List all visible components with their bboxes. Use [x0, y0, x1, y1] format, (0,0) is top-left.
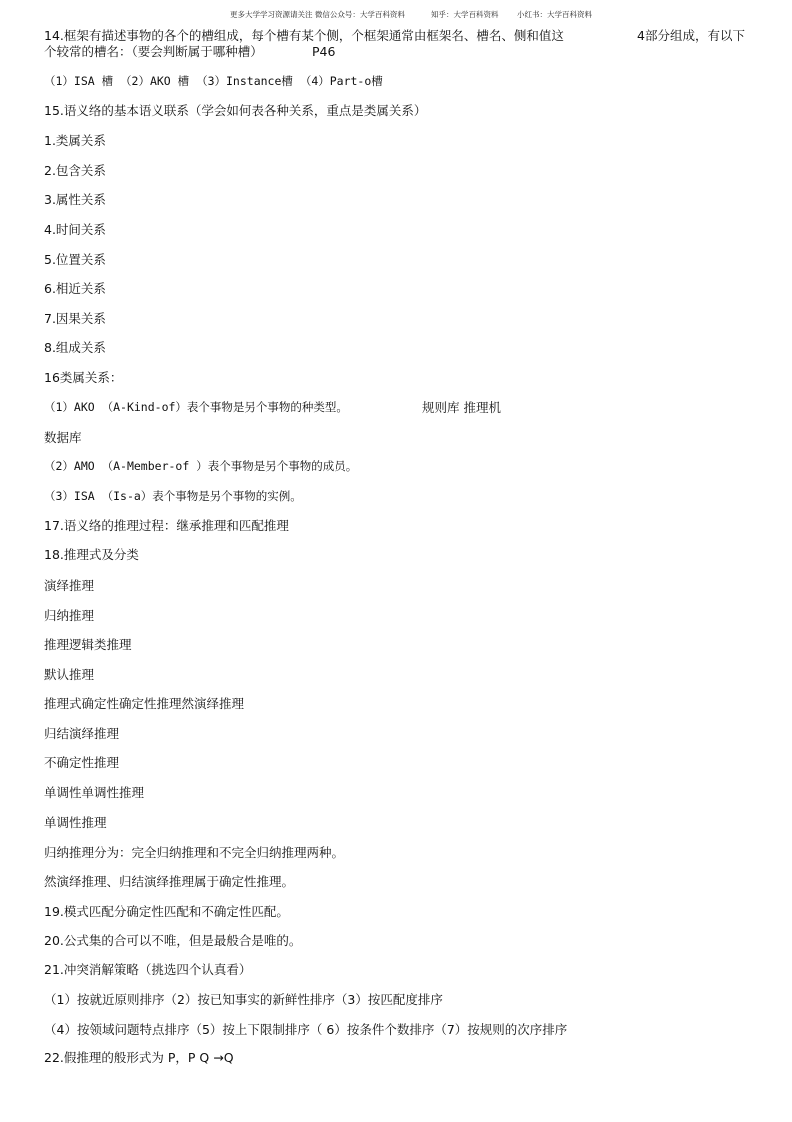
text-line: （4）按领域问题特点排序（5）按上下限制排序（ 6）按条件个数排序（7）按规则的次序排序 — [44, 1022, 568, 1037]
text-line: 数据库 — [44, 430, 82, 445]
header-xiaohongshu-note: 小红书：大学百科资料 — [517, 10, 592, 19]
text-line: 6.相近关系 — [44, 281, 106, 296]
text-line: 17.语义络的推理过程：继承推理和匹配推理 — [44, 518, 289, 533]
text-line: 20.公式集的合可以不唯，但是最般合是唯的。 — [44, 933, 302, 948]
text-line: P46 — [312, 44, 336, 59]
text-line: 18.推理式及分类 — [44, 547, 139, 562]
header-wechat-note: 更多大学学习资源请关注 微信公众号：大学百科资料 — [230, 10, 405, 19]
text-line: 16类属关系： — [44, 370, 123, 385]
text-line: 4部分组成，有以下 — [637, 28, 745, 43]
text-line: 1.类属关系 — [44, 133, 106, 148]
text-line: 演绎推理 — [44, 578, 95, 593]
text-line: 规则库 推理机 — [422, 400, 501, 415]
text-line: （1）AKO （A-Kind-of）表个事物是另个事物的种类型。 — [44, 400, 348, 414]
text-line: 8.组成关系 — [44, 340, 106, 355]
text-line: 个较常的槽名：（要会判断属于哪种槽） — [44, 44, 263, 59]
text-line: 归结演绎推理 — [44, 726, 120, 741]
text-line: 19.模式匹配分确定性匹配和不确定性匹配。 — [44, 904, 289, 919]
text-line: 推理式确定性确定性推理然演绎推理 — [44, 696, 245, 711]
text-line: （2）AMO （A-Member-of ）表个事物是另个事物的成员。 — [44, 459, 358, 473]
text-line: 默认推理 — [44, 667, 95, 682]
text-line: （1）ISA 槽 （2）AKO 槽 （3）Instance槽 （4）Part-o槽 — [44, 74, 383, 88]
text-line: 5.位置关系 — [44, 252, 106, 267]
text-line: 15.语义络的基本语义联系（学会如何表各种关系，重点是类属关系） — [44, 103, 427, 118]
text-line: 不确定性推理 — [44, 755, 120, 770]
text-line: 3.属性关系 — [44, 192, 106, 207]
text-line: 4.时间关系 — [44, 222, 106, 237]
text-line: 单调性推理 — [44, 815, 107, 830]
text-line: （3）ISA （Is-a）表个事物是另个事物的实例。 — [44, 489, 302, 503]
text-line: （1）按就近原则排序（2）按已知事实的新鲜性排序（3）按匹配度排序 — [44, 992, 443, 1007]
page-header — [0, 9, 792, 23]
text-line: 22.假推理的般形式为 P，P Q →Q — [44, 1050, 234, 1065]
text-line: 21.冲突消解策略（挑选四个认真看） — [44, 962, 252, 977]
text-line: 归纳推理 — [44, 608, 95, 623]
text-line: 14.框架有描述事物的各个的槽组成，每个槽有某个侧，个框架通常由框架名、槽名、侧和值这 — [44, 28, 564, 43]
text-line: 7.因果关系 — [44, 311, 106, 326]
text-line: 推理逻辑类推理 — [44, 637, 132, 652]
text-line: 归纳推理分为：完全归纳推理和不完全归纳推理两种。 — [44, 845, 345, 860]
header-zhihu-note: 知乎：大学百科资料 — [431, 10, 499, 19]
text-line: 2.包含关系 — [44, 163, 106, 178]
text-line: 然演绎推理、归结演绎推理属于确定性推理。 — [44, 874, 295, 889]
text-line: 单调性单调性推理 — [44, 785, 145, 800]
